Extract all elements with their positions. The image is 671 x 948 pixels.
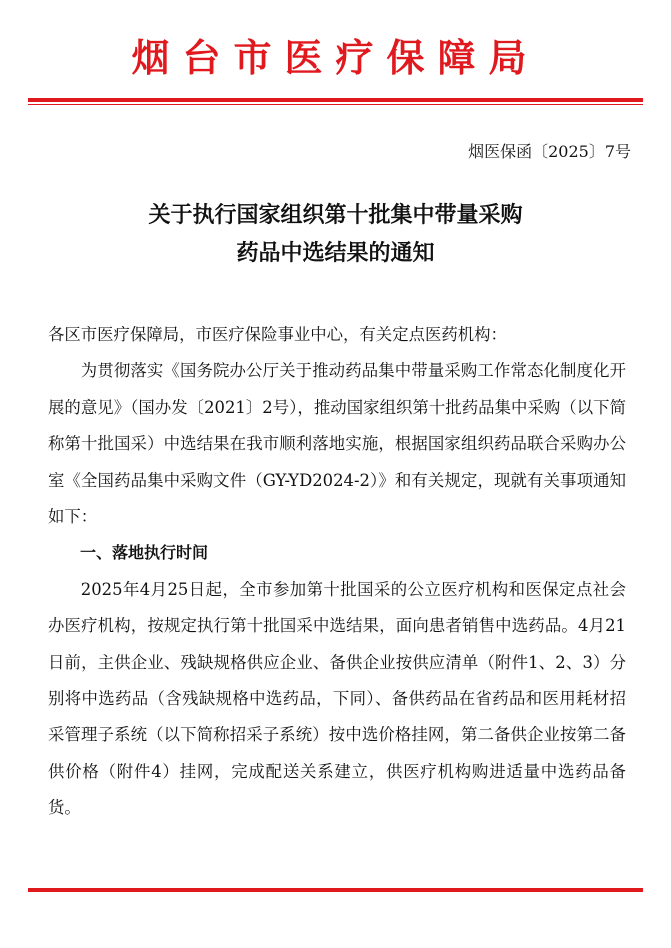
salutation: 各区市医疗保障局，市医疗保险事业中心，有关定点医药机构： (48, 325, 507, 344)
header-red-rule-thin (28, 104, 643, 105)
issuing-authority-header: 烟台市医疗保障局 (131, 35, 540, 80)
body-paragraph-2: 2025年4月25日起，全市参加第十批国采的公立医疗机构和医保定点社会办医疗机构，按规定执行第十批国采中选结果，面向患者销售中选药品。4月21日前，主供企业、残缺规格供应企业、备供企业按供应清单（附件1、2、3）分别将中选药品（含残缺规格中选药品，下同）、备供药品在省药品和医用耗材招采管理子系统（以下简称招采子系统）按中选价格挂网，第二备供企业按第二备供价格（附件4）挂网，完成配送关系建立，供医疗机构购进适量中选药品备货。 (48, 579, 626, 818)
document-number: 烟医保函〔2025〕7号 (468, 142, 631, 161)
document-title-line-2: 药品中选结果的通知 (236, 241, 435, 266)
footer-red-rule-thick (28, 888, 643, 892)
document-title-line-1: 关于执行国家组织第十批集中带量采购 (148, 203, 523, 228)
section-heading-1: 一、落地执行时间 (80, 543, 209, 563)
document-title (28, 197, 643, 273)
header-red-rule (28, 98, 643, 105)
header-red-rule-thick (28, 98, 643, 102)
document-body (48, 317, 626, 827)
body-paragraph-1: 为贯彻落实《国务院办公厅关于推动药品集中带量采购工作常态化制度化开展的意见》（国办发〔2021〕2号），推动国家组织第十批药品集中采购（以下简称第十批国采）中选结果在我市顺利落地实施，根据国家组织药品联合采购办公室《全国药品集中采购文件（GY-YD2024-2）》和有关规定，现就有关事项通知如下： (48, 361, 626, 527)
footer-red-rule (28, 888, 643, 892)
